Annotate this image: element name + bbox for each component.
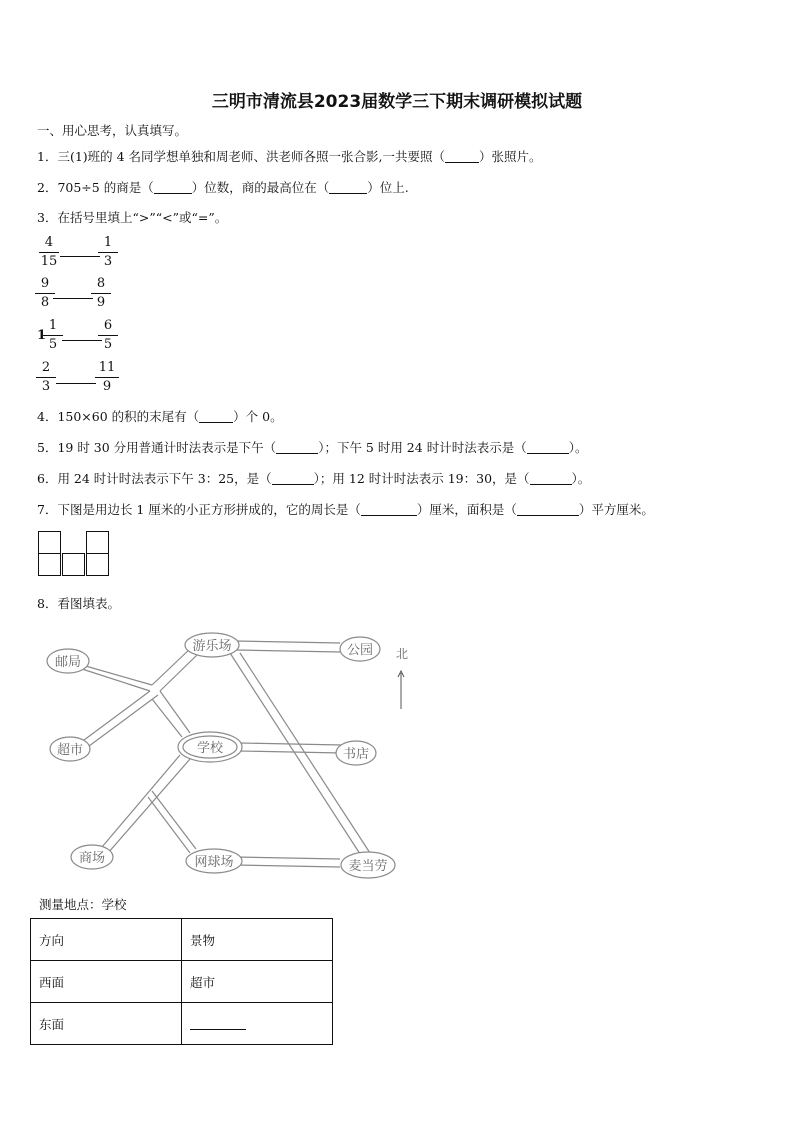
route-map [40, 625, 420, 885]
label-amusement-park: 游乐场 [192, 639, 232, 654]
question-4 [37, 407, 283, 425]
unit-square [62, 553, 85, 576]
unit-square [86, 531, 109, 554]
direction-table [30, 918, 333, 1045]
table-cell: 超市 [182, 961, 333, 1003]
answer-blank[interactable] [190, 1017, 246, 1030]
table-header-row [31, 919, 333, 961]
question-3 [37, 208, 227, 226]
label-supermarket: 超市 [56, 743, 84, 758]
fraction-left: 9 8 [35, 276, 55, 311]
compare-blank[interactable] [62, 340, 102, 341]
answer-blank[interactable] [445, 150, 479, 163]
question-2 [37, 178, 409, 196]
question-number: 1． [37, 149, 58, 164]
question-8 [37, 594, 120, 612]
compare-blank[interactable] [53, 298, 93, 299]
label-bookstore: 书店 [342, 747, 370, 762]
question-text: ）个 0。 [233, 409, 283, 424]
question-text: 下图是用边长 1 厘米的小正方形拼成的，它的周长是（ [57, 502, 361, 517]
measure-point: 测量地点：学校 [39, 897, 127, 912]
question-text: ）。 [571, 471, 591, 486]
unit-square [86, 553, 109, 576]
answer-blank[interactable] [527, 441, 569, 454]
north-label: 北 [395, 647, 409, 661]
question-text: 在括号里填上“>”“<”或“=”。 [57, 210, 228, 225]
table-header-cell: 方向 [31, 919, 182, 961]
question-text: ）位上. [367, 180, 409, 195]
table-answer-cell[interactable] [182, 1003, 333, 1045]
unit-square [38, 531, 61, 554]
question-number: 4． [37, 409, 58, 424]
question-5 [37, 438, 587, 456]
page-title: 三明市清流县2023届数学三下期末调研模拟试题 [211, 92, 583, 112]
question-number: 3． [37, 210, 58, 225]
answer-blank[interactable] [276, 441, 318, 454]
question-text: ）；下午 5 时用 24 时计时法表示是（ [318, 440, 527, 455]
answer-blank[interactable] [154, 181, 192, 194]
question-text: ）；用 12 时计时法表示 19：30，是（ [313, 471, 530, 486]
question-number: 2． [37, 180, 58, 195]
answer-blank[interactable] [199, 410, 233, 423]
label-mcdonalds: 麦当劳 [348, 859, 388, 874]
question-text: ）位数，商的最高位在（ [191, 180, 330, 195]
label-school: 学校 [196, 741, 224, 756]
question-text: 看图填表。 [57, 596, 120, 611]
label-tennis-court: 网球场 [194, 855, 234, 870]
question-number: 6． [37, 471, 58, 486]
question-text: ）厘米，面积是（ [416, 502, 517, 517]
table-cell: 东面 [31, 1003, 182, 1045]
north-arrow-icon [398, 671, 404, 709]
table-header-cell: 景物 [182, 919, 333, 961]
question-text: 用 24 时计时法表示下午 3：25，是（ [57, 471, 272, 486]
fraction-left: 2 3 [36, 360, 56, 395]
section-heading: 一、用心思考，认真填写。 [37, 123, 188, 138]
fraction-right: 8 9 [91, 276, 111, 311]
answer-blank[interactable] [329, 181, 367, 194]
question-7 [37, 500, 654, 518]
table-cell: 西面 [31, 961, 182, 1003]
fraction-right: 11 9 [95, 360, 119, 395]
question-text: ）平方厘米。 [578, 502, 654, 517]
question-number: 7． [37, 502, 58, 517]
question-1 [37, 147, 542, 165]
question-text: ）张照片。 [479, 149, 542, 164]
unit-square [38, 553, 61, 576]
question-text: 705÷5 的商是（ [57, 180, 154, 195]
question-text: 150×60 的积的末尾有（ [57, 409, 200, 424]
mixed-whole: 1 [37, 328, 47, 343]
table-row [31, 1003, 333, 1045]
fraction-left: 4 15 [40, 235, 58, 269]
answer-blank[interactable] [361, 503, 417, 516]
label-post-office: 邮局 [54, 655, 82, 670]
label-park: 公园 [346, 643, 374, 658]
question-6 [37, 469, 590, 487]
fraction-right: 6 5 [98, 318, 118, 353]
fraction-right: 1 3 [98, 235, 118, 270]
label-mall: 商场 [78, 851, 106, 866]
fraction-left: 1 5 [43, 318, 63, 353]
question-number: 8． [37, 596, 58, 611]
table-row [31, 961, 333, 1003]
answer-blank[interactable] [517, 503, 579, 516]
question-text: 三(1)班的 4 名同学想单独和周老师、洪老师各照一张合影,一共要照（ [57, 149, 446, 164]
question-number: 5． [37, 440, 58, 455]
question-text: 19 时 30 分用普通计时法表示是下午（ [57, 440, 277, 455]
answer-blank[interactable] [530, 472, 572, 485]
compare-blank[interactable] [60, 256, 100, 257]
answer-blank[interactable] [272, 472, 314, 485]
question-text: ）。 [568, 440, 588, 455]
compare-blank[interactable] [56, 383, 96, 384]
